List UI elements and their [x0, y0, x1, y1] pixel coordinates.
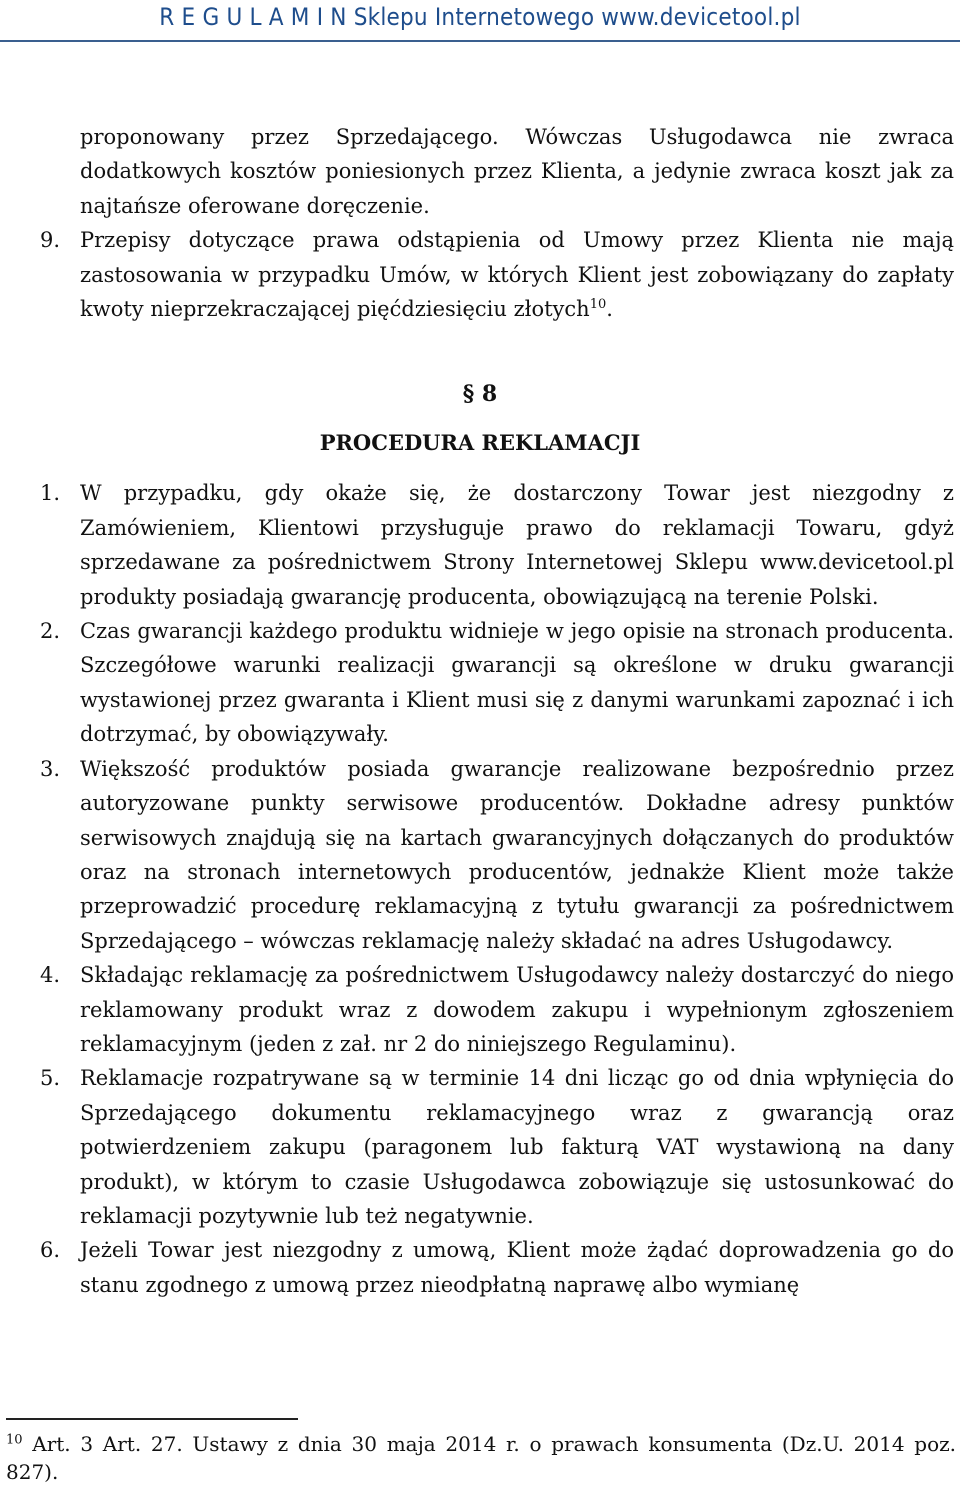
list-item [0, 614, 960, 752]
item-suffix: . [606, 297, 613, 322]
document-body [0, 120, 960, 1302]
list-item [0, 1233, 960, 1302]
list-item [0, 1061, 960, 1233]
item-text: W przypadku, gdy okaże się, że dostarczony Towar jest niezgodny z Zamówieniem, Klientowi przysługuje prawo do reklamacji Towaru, gdyż sprzedawane za pośrednictwem Strony Internetowej Sklepu www.devicetool.pl produkty posiadają gwarancję producenta, obowiązującą na terenie Polski. [80, 481, 954, 609]
list-item [0, 752, 960, 958]
list-item [0, 223, 960, 326]
item-number: 4. [40, 963, 61, 988]
header-divider [0, 40, 960, 42]
continuation-paragraph [0, 120, 960, 223]
footnote-marker: 10 [6, 1432, 23, 1448]
item-number: 5. [40, 1066, 61, 1091]
list-item [0, 476, 960, 614]
page-header [0, 0, 960, 34]
header-title: R E G U L A M I N Sklepu Internetowego www.devicetool.pl [159, 3, 801, 31]
section-number: § 8 [462, 381, 498, 408]
section-title: PROCEDURA REKLAMACJI [319, 430, 641, 456]
item-number: 9. [40, 228, 61, 253]
prior-list [0, 223, 960, 326]
item-text: Czas gwarancji każdego produktu widnieje w jego opisie na stronach producenta. Szczegółowe warunki realizacji gwarancji są określone w druku gwarancji wystawionej przez gwaranta i Klient musi się z danymi warunkami zapoznać i ich dotrzymać, by obowiązywały. [80, 619, 954, 747]
item-text: Przepisy dotyczące prawa odstąpienia od Umowy przez Klienta nie mają zastosowania w przypadku Umów, w których Klient jest zobowiązany do zapłaty kwoty nieprzekraczającej pięćdziesięciu złotych [80, 228, 954, 322]
footnote-text: Art. 3 Art. 27. Ustawy z dnia 30 maja 2014 r. o prawach konsumenta (Dz.U. 2014 poz. 827). [6, 1432, 957, 1484]
item-text: Większość produktów posiada gwarancje realizowane bezpośrednio przez autoryzowane punkty serwisowe producentów. Dokładne adresy punktów serwisowych znajdują się na kartach gwarancyjnych dołączanych do produktów oraz na stronach internetowych producentów, jednakże Klient może także przeprowadzić procedurę reklamacyjną z tytułu gwarancji za pośrednictwem Sprzedającego – wówczas reklamację należy składać na adres Usługodawcy. [80, 756, 954, 953]
complaint-procedure-list [0, 476, 960, 1302]
item-text: Reklamacje rozpatrywane są w terminie 14 dni licząc go od dnia wpłynięcia do Sprzedającego dokumentu reklamacyjnego wraz z gwarancją oraz potwierdzeniem zakupu (paragonem lub fakturą VAT wystawioną na dany produkt), w którym to czasie Usługodawca zobowiązuje się ustosunkować do reklamacji pozytywnie lub też negatywnie. [80, 1066, 954, 1228]
item-number: 2. [40, 619, 61, 644]
item-text: Jeżeli Towar jest niezgodny z umową, Klient może żądać doprowadzenia go do stanu zgodnego z umową przez nieodpłatną naprawę albo wymianę [80, 1238, 954, 1297]
footnote-reference: 10 [589, 297, 607, 313]
continuation-text: proponowany przez Sprzedającego. Wówczas Usługodawca nie zwraca dodatkowych kosztów poniesionych przez Klienta, a jedynie zwraca koszt jak za najtańsze oferowane doręczenie. [80, 125, 954, 218]
list-item [0, 958, 960, 1061]
footnote-divider [6, 1418, 298, 1420]
footnote [6, 1430, 956, 1486]
item-text: Składając reklamację za pośrednictwem Usługodawcy należy dostarczyć do niego reklamowany produkt wraz z dowodem zakupu i wypełnionym zgłoszeniem reklamacyjnym (jeden z zał. nr 2 do niniejszego Regulaminu). [80, 963, 954, 1056]
item-number: 6. [40, 1238, 61, 1263]
item-number: 3. [40, 756, 61, 781]
item-number: 1. [40, 481, 61, 506]
